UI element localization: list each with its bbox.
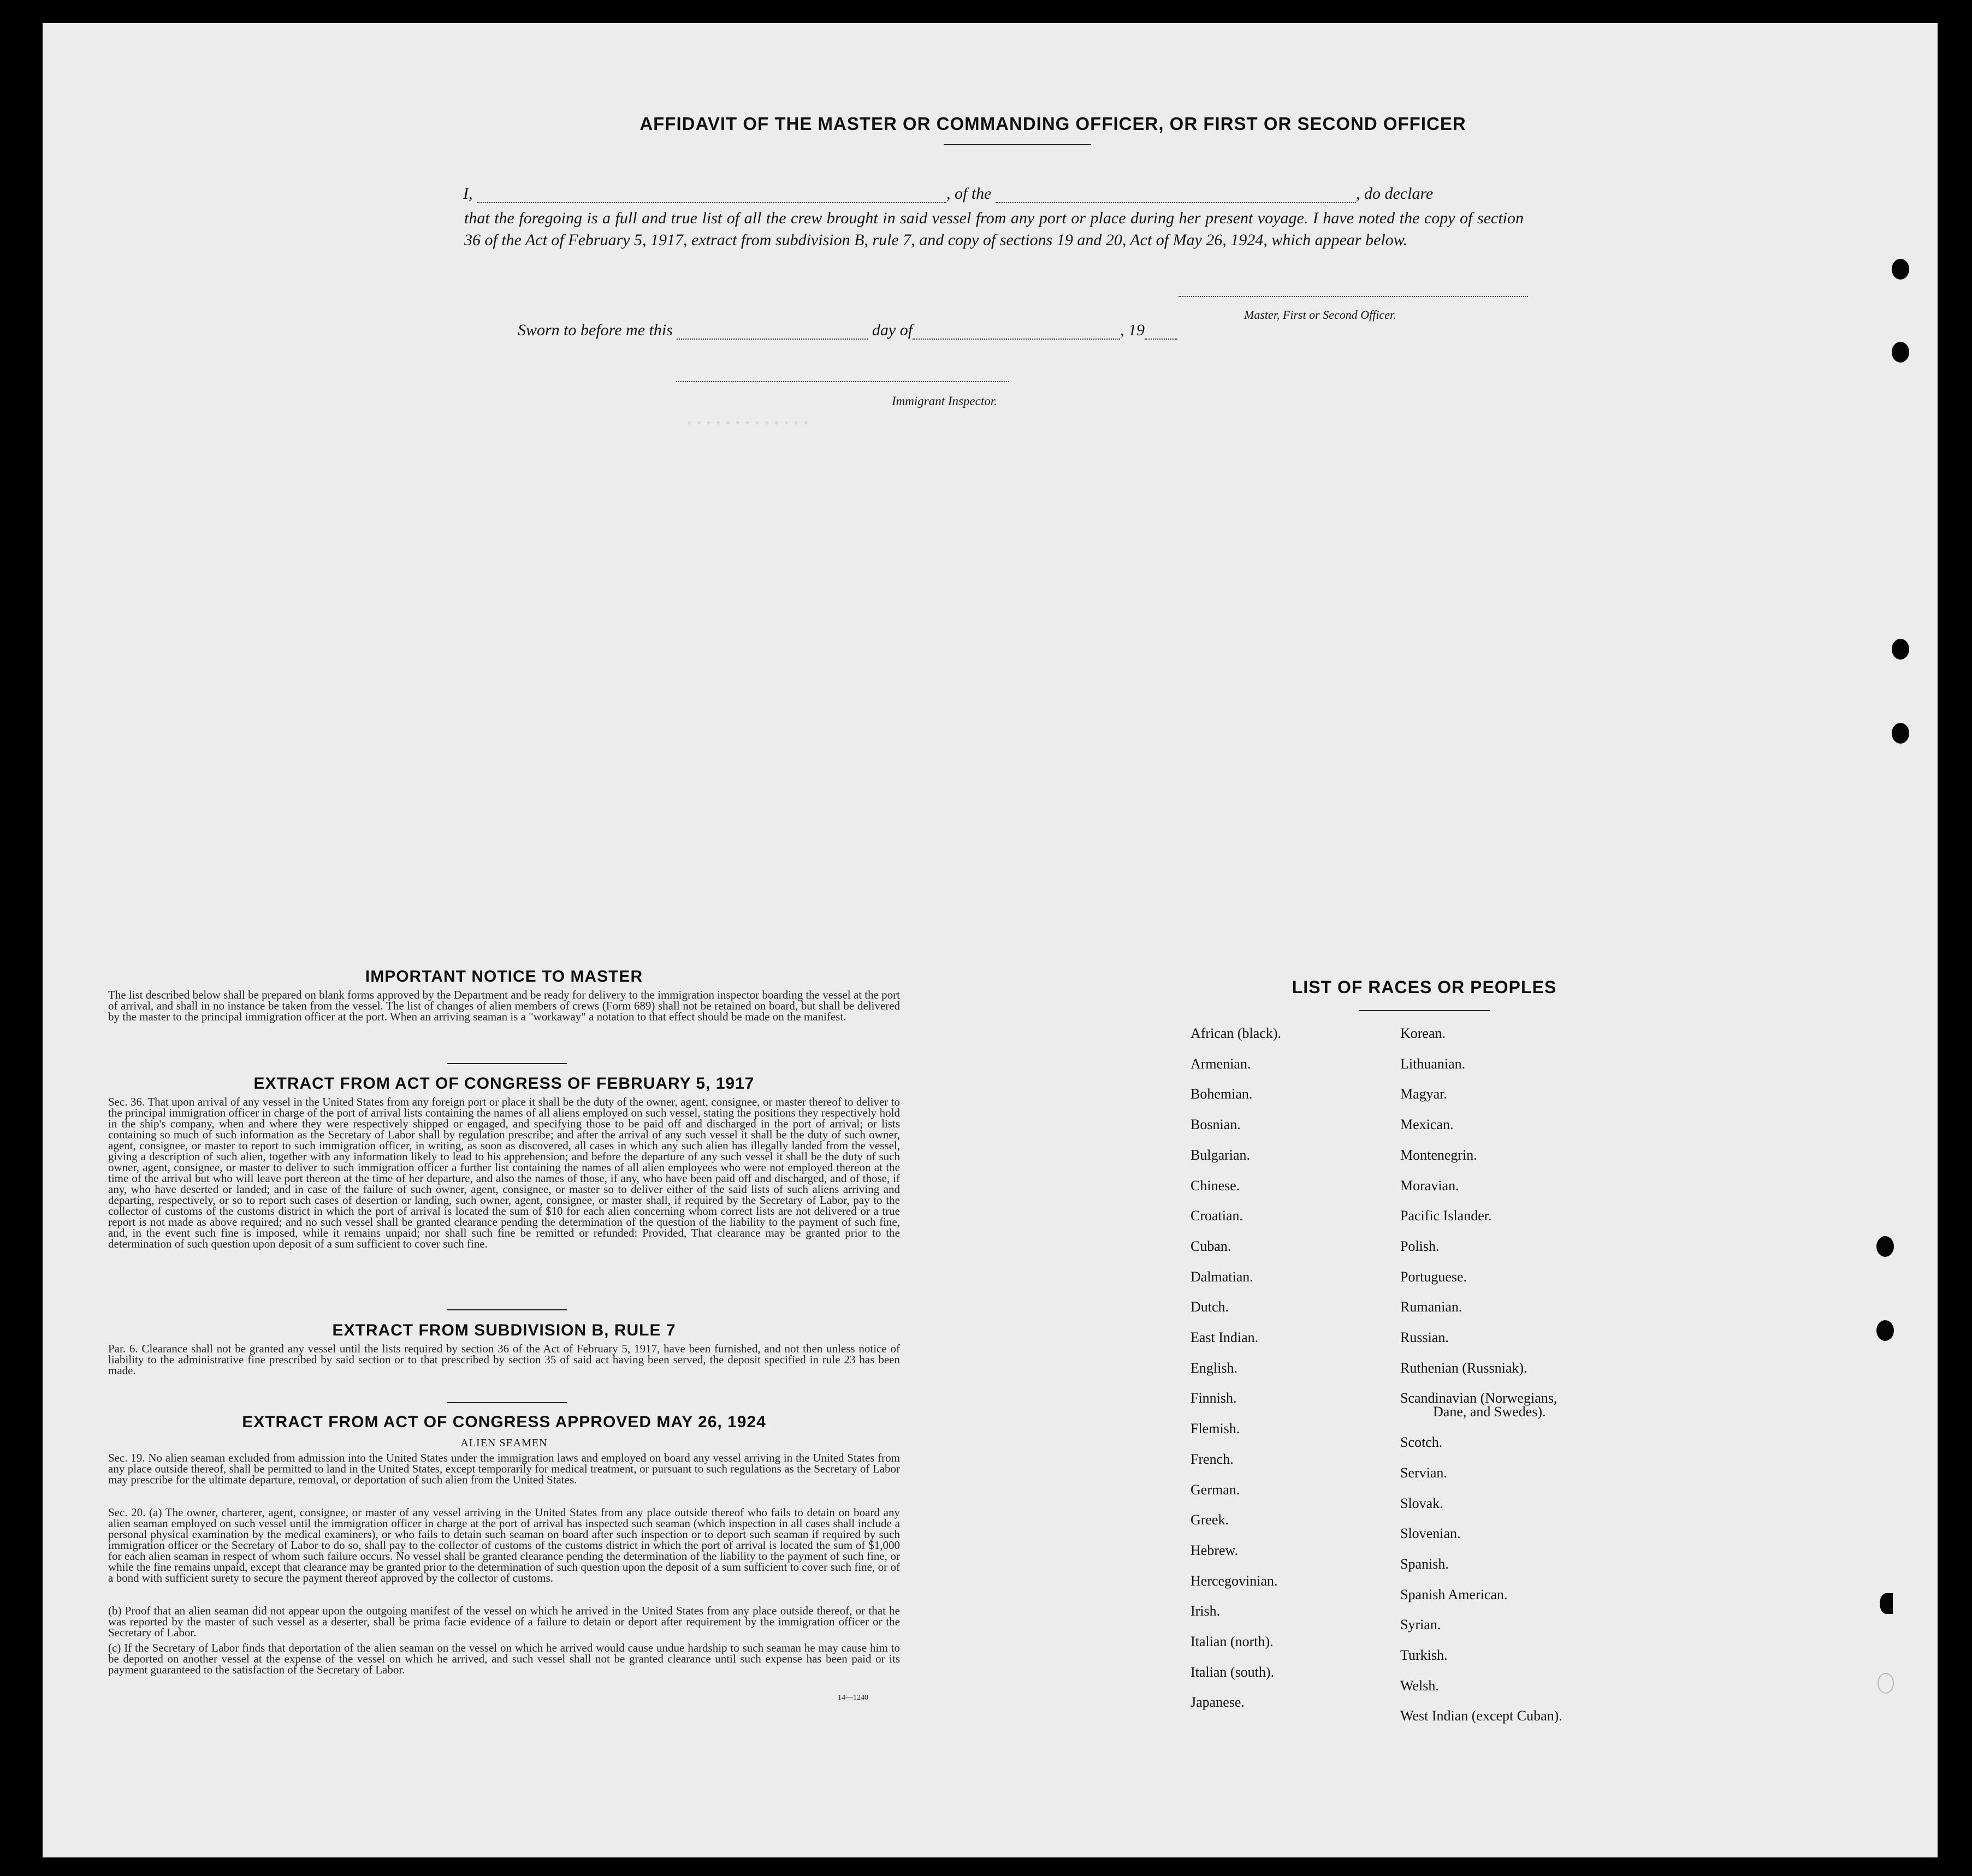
- race-item: Italian (south).: [1191, 1664, 1275, 1680]
- race-item: Japanese.: [1191, 1694, 1245, 1711]
- race-item: Greek.: [1191, 1512, 1229, 1528]
- subdivision-b-text: Par. 6. Clearance shall not be granted any vessel until the lists required by section 36 of the Act of February 5, 1917, have been furnished, and not then unless notice of liability to the administrative fine prescribed by said section or to that prescribed by section 35 of said act having been served, the deposit specified in rule 23 has been made.: [108, 1342, 900, 1377]
- race-item: Polish.: [1400, 1238, 1440, 1254]
- race-item: Flemish.: [1191, 1421, 1240, 1437]
- race-item: East Indian.: [1191, 1329, 1259, 1345]
- race-item: English.: [1191, 1359, 1237, 1376]
- divider: [447, 1309, 567, 1310]
- race-item: Moravian.: [1400, 1177, 1459, 1194]
- race-item: Bulgarian.: [1191, 1147, 1251, 1163]
- binder-hole: [1892, 342, 1909, 363]
- race-item: Mexican.: [1400, 1117, 1454, 1133]
- race-item: Scotch.: [1400, 1434, 1443, 1451]
- race-item: German.: [1191, 1481, 1240, 1498]
- race-item: Welsh.: [1400, 1677, 1439, 1694]
- alien-seamen-subtitle: ALIEN SEAMEN: [460, 1437, 548, 1449]
- race-item: Magyar.: [1400, 1086, 1447, 1102]
- divider: [1359, 1010, 1490, 1011]
- notice-text: The list described below shall be prepared on blank forms approved by the Department and be ready for delivery to the immigration inspector boarding the vessel at the port of arrival, and shall in no instance be taken from the vessel. The list of changes of alien members of crews (Form 689) shall not be retained on board, but shall be delivered by the master to the principal immigration officer at the port. When an arriving seaman is a "workaway" a notation to that effect should be made on the manifest.: [108, 988, 900, 1023]
- do-declare-label: , do declare: [1356, 185, 1434, 203]
- race-item: Irish.: [1191, 1603, 1221, 1619]
- name-blank[interactable]: [477, 186, 946, 203]
- race-item: Ruthenian (Russniak).: [1400, 1359, 1527, 1376]
- race-item: Cuban.: [1191, 1238, 1231, 1254]
- sec-20b-text: (b) Proof that an alien seaman did not appear upon the outgoing manifest of the vessel on which he arrived in the United States from any place outside thereof, or that he was reported by the master of such vessel as a deserter, shall be prima facie evidence of a failure to detain or deport after requirement by the immigration officer or the Secretary of Labor.: [108, 1604, 900, 1639]
- race-item: Portuguese.: [1400, 1268, 1467, 1285]
- race-item: Russian.: [1400, 1329, 1449, 1345]
- form-number: 14—1240: [838, 1694, 868, 1702]
- extract-1917-title: EXTRACT FROM ACT OF CONGRESS OF FEBRUARY 5, 1917: [253, 1074, 755, 1093]
- race-item: Pacific Islander.: [1400, 1208, 1492, 1224]
- race-item: Dane, and Swedes).: [1433, 1404, 1546, 1420]
- vessel-blank[interactable]: [996, 186, 1356, 203]
- race-item: Slovenian.: [1400, 1525, 1461, 1542]
- binder-hole: [1876, 1320, 1894, 1341]
- sworn-day-blank[interactable]: [677, 322, 868, 340]
- race-item: Scandinavian (Norwegians,: [1400, 1390, 1558, 1406]
- extract-1924-title: EXTRACT FROM ACT OF CONGRESS APPROVED MAY 26, 1924: [242, 1413, 766, 1431]
- race-item: West Indian (except Cuban).: [1400, 1708, 1562, 1724]
- affidavit-declaration-line: [463, 185, 1528, 203]
- master-signature-label: Master, First or Second Officer.: [1244, 308, 1396, 322]
- race-item: Spanish.: [1400, 1556, 1449, 1572]
- race-item: Armenian.: [1191, 1055, 1251, 1072]
- binder-hole: [1878, 1673, 1894, 1694]
- race-item: Turkish.: [1400, 1647, 1448, 1664]
- race-item: Dalmatian.: [1191, 1268, 1253, 1285]
- sworn-line: [518, 321, 1177, 340]
- divider: [447, 1063, 567, 1064]
- divider: [944, 144, 1091, 145]
- race-item: French.: [1191, 1451, 1234, 1467]
- year-blank[interactable]: [1145, 322, 1177, 340]
- extract-1917-text: Sec. 36. That upon arrival of any vessel in the United States from any foreign port or place it shall be the duty of the owner, agent, consignee, or master thereof to deliver to the principal immigration officer in charge of the port of arrival lists containing the names of all aliens employed on such vessel, stating the positions they respectively hold in the ship's company, when and where they were respectively shipped or engaged, and specifying those to be paid off and discharged in the port of arrival; or lists containing so much of such information as the Secretary of Labor shall by regulation prescribe; and after the arrival of any such vessel it shall be the duty of such owner, agent, consignee, or master to report to such immigration officer, in writing, as soon as discovered, all cases in which any such alien has illegally landed from the vessel, giving a description of such alien, together with any information likely to lead to his apprehension; and before the departure of any such vessel it shall be the duty of such owner, agent, consignee, or master to deliver to such immigration officer a further list containing the names of all alien employees who were not employed thereon at the time of the arrival but who will leave port thereon at the time of her departure, and also the names of those, if any, who have been paid off and discharged, and of those, if any, who have deserted or landed; and in case of the failure of such owner, agent, consignee, or master so to deliver either of the said lists of such aliens arriving and departing, respectively, or so to report such cases of desertion or landing, such owner, agent, consignee, or master shall, if required by the Secretary of Labor, pay to the collector of customs of the customs district in which the port of arrival is located the sum of $10 for each alien concerning whom correct lists are not delivered or a true report is not made as above required; and no such vessel shall be granted clearance pending the determination of the question of the liability to the payment of such fine, and, in the event such fine is imposed, while it remains unpaid; nor shall such fine be remitted or refunded: Provided, That clearance may be granted prior to the determination of such question upon deposit of a sum sufficient to cover such fine.: [108, 1095, 900, 1250]
- race-item: Korean.: [1400, 1025, 1446, 1041]
- binder-hole: [1892, 639, 1909, 660]
- binder-hole: [1880, 1593, 1893, 1614]
- sec-20c-text: (c) If the Secretary of Labor finds that deportation of the alien seaman on the vessel on which he arrived would cause undue hardship to such seaman he may cause him to be deported on another vessel at the expense of the vessel on which he arrived, and such vessel shall not be granted clearance until such expense has been paid or its payment guaranteed to the satisfaction of the Secretary of Labor.: [108, 1641, 900, 1676]
- race-item: African (black).: [1191, 1025, 1282, 1041]
- race-item: Servian.: [1400, 1464, 1447, 1481]
- binder-hole: [1892, 259, 1909, 280]
- i-label: I,: [463, 185, 473, 203]
- bleed-through-text: • • • • • • • • • • • • •: [687, 416, 809, 430]
- binder-hole: [1892, 723, 1909, 744]
- race-item: Croatian.: [1191, 1208, 1243, 1224]
- race-item: Syrian.: [1400, 1617, 1441, 1633]
- inspector-signature-blank[interactable]: [676, 381, 1009, 382]
- race-item: Montenegrin.: [1400, 1147, 1477, 1163]
- race-item: Dutch.: [1191, 1299, 1229, 1315]
- document-page: [43, 23, 1938, 1857]
- race-item: Chinese.: [1191, 1177, 1240, 1194]
- sworn-label: Sworn to before me this: [518, 321, 673, 339]
- sec-19-text: Sec. 19. No alien seaman excluded from admission into the United States under the immigration laws and employed on board any vessel arriving in the United States from any place outside thereof, shall be permitted to land in the United States, except temporarily for medical treatment, or pursuant to such regulations as the Secretary of Labor may prescribe for the ultimate departure, removal, or deportation of such alien from the United States.: [108, 1451, 900, 1486]
- month-blank[interactable]: [913, 322, 1120, 340]
- notice-title: IMPORTANT NOTICE TO MASTER: [365, 967, 643, 986]
- divider: [447, 1402, 567, 1403]
- race-item: Hercegovinian.: [1191, 1572, 1278, 1589]
- affidavit-body: that the foregoing is a full and true list of all the crew brought in said vessel from any port or place during her present voyage. I have noted the copy of section 36 of the Act of February 5, 1917, extract from subdivision B, rule 7, and copy of sections 19 and 20, Act of May 26, 1924, which appear below.: [464, 209, 1524, 249]
- affidavit-title: AFFIDAVIT OF THE MASTER OR COMMANDING OFFICER, OR FIRST OR SECOND OFFICER: [639, 114, 1466, 134]
- sec-20a-text: Sec. 20. (a) The owner, charterer, agent, consignee, or master of any vessel arriving in the United States from any place outside thereof who fails to detain on board any alien seaman employed on such vessel until the immigration officer in charge at the port of arrival has inspected such seaman (which inspection in all cases shall include a personal physical examination by the medical examiners), or who fails to detain such seaman on board after such inspection or to deport such seaman if required by such immigration officer or the Secretary of Labor to do so, shall pay to the collector of customs of the customs district in which the port of arrival is located the sum of $1,000 for each alien seaman in respect of whom such failure occurs. No vessel shall be granted clearance pending the determination of the liability to the payment of such fine, or while the fine remains unpaid, except that clearance may be granted prior to the determination of such question upon the deposit of a sum sufficient to cover such fine, or of a bond with sufficient surety to secure the payment thereof approved by the collector of customs.: [108, 1506, 900, 1584]
- race-item: Hebrew.: [1191, 1542, 1239, 1558]
- year-label: , 19: [1120, 321, 1145, 339]
- subdivision-b-title: EXTRACT FROM SUBDIVISION B, RULE 7: [332, 1321, 676, 1339]
- races-title: LIST OF RACES OR PEOPLES: [1292, 977, 1557, 997]
- of-the-label: , of the: [946, 185, 992, 203]
- race-item: Slovak.: [1400, 1495, 1443, 1511]
- race-item: Spanish American.: [1400, 1586, 1508, 1602]
- race-item: Finnish.: [1191, 1390, 1237, 1406]
- race-item: Italian (north).: [1191, 1634, 1274, 1649]
- race-item: Rumanian.: [1400, 1299, 1462, 1315]
- inspector-signature-label: Immigrant Inspector.: [892, 394, 997, 408]
- binder-hole: [1876, 1236, 1894, 1257]
- race-item: Bosnian.: [1191, 1117, 1241, 1133]
- day-of-label: day of: [872, 321, 913, 339]
- master-signature-blank[interactable]: [1179, 296, 1528, 297]
- race-item: Lithuanian.: [1400, 1055, 1466, 1072]
- race-item: Bohemian.: [1191, 1086, 1253, 1102]
